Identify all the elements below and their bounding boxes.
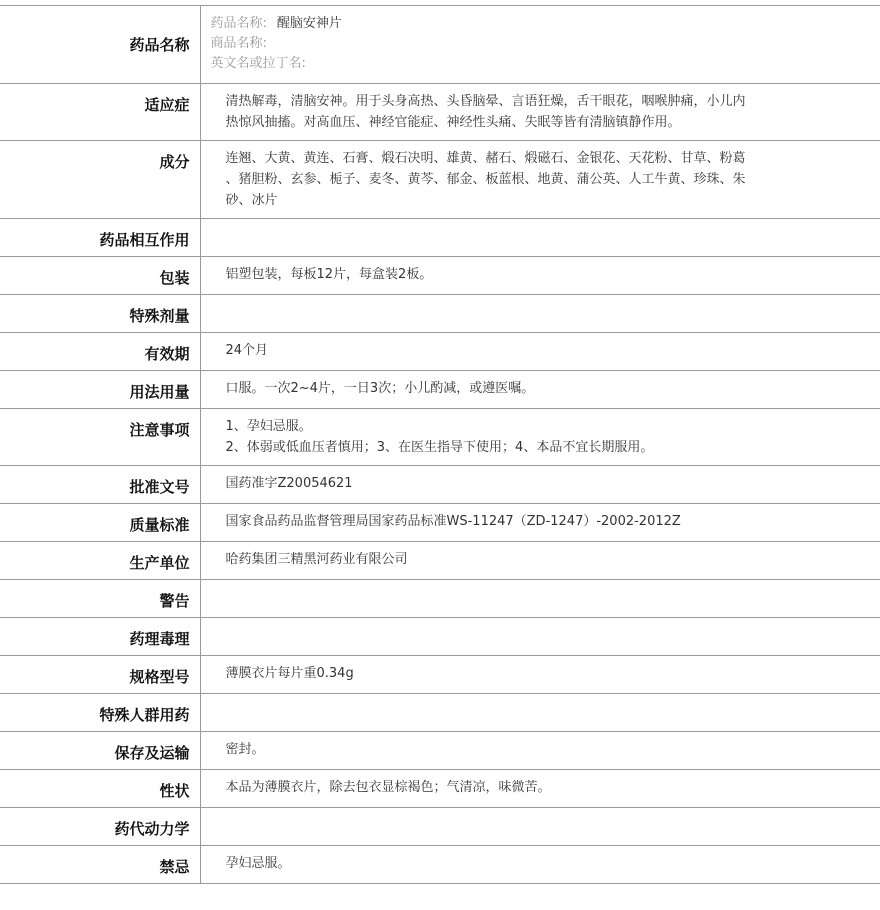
row-label: 性状 — [0, 770, 200, 808]
value-line: 清热解毒，清脑安神。用于头身高热、头昏脑晕、言语狂燥，舌干眼花，咽喉肿痛，小儿内 — [225, 94, 746, 109]
row-value — [200, 371, 880, 409]
spec-row — [0, 84, 880, 141]
row-label: 药品相互作用 — [0, 219, 200, 257]
row-value — [200, 141, 880, 219]
row-value — [200, 846, 880, 884]
spec-row — [0, 846, 880, 884]
row-label: 适应症 — [0, 84, 200, 141]
spec-row — [0, 466, 880, 504]
english-name-line — [211, 54, 871, 74]
value-line: 24个月 — [225, 343, 269, 358]
row-label: 警告 — [0, 580, 200, 618]
value-line: 铝塑包装，每板12片，每盒装2板。 — [225, 267, 433, 282]
value-line: 连翘、大黄、黄连、石膏、煅石决明、雄黄、赭石、煅磁石、金银花、天花粉、甘草、粉葛 — [225, 151, 746, 166]
value-line: 密封。 — [225, 742, 265, 757]
value-line: 本品为薄膜衣片，除去包衣显棕褐色；气清凉，味微苦。 — [225, 780, 551, 795]
trade-name-line — [211, 34, 871, 54]
value-line: 砂、冰片 — [225, 193, 278, 208]
row-label: 禁忌 — [0, 846, 200, 884]
row-label: 有效期 — [0, 333, 200, 371]
value-line: 口服。一次2~4片，一日3次；小儿酌减，或遵医嘱。 — [225, 381, 535, 396]
value-line: 2、体弱或低血压者慎用；3、在医生指导下使用；4、本品不宜长期服用。 — [225, 440, 654, 455]
row-label: 药代动力学 — [0, 808, 200, 846]
row-label: 药理毒理 — [0, 618, 200, 656]
spec-row — [0, 219, 880, 257]
spec-row — [0, 295, 880, 333]
row-label: 用法用量 — [0, 371, 200, 409]
value-line: 哈药集团三精黑河药业有限公司 — [225, 552, 408, 567]
row-value — [200, 466, 880, 504]
row-label: 规格型号 — [0, 656, 200, 694]
row-value — [200, 656, 880, 694]
row-value — [200, 732, 880, 770]
row-label: 保存及运输 — [0, 732, 200, 770]
spec-row — [0, 409, 880, 466]
spec-row — [0, 732, 880, 770]
row-label: 生产单位 — [0, 542, 200, 580]
row-label: 批准文号 — [0, 466, 200, 504]
row-value — [200, 808, 880, 846]
spec-row — [0, 141, 880, 219]
row-label: 成分 — [0, 141, 200, 219]
trade-name-key: 商品名称: — [210, 36, 267, 51]
row-label: 质量标准 — [0, 504, 200, 542]
row-label: 特殊剂量 — [0, 295, 200, 333]
row-value — [200, 257, 880, 295]
spec-row — [0, 371, 880, 409]
value-line: 国家食品药品监督管理局国家药品标准WS-11247（ZD-1247）-2002-2012Z — [225, 514, 681, 529]
row-label: 药品名称 — [0, 6, 200, 84]
row-value — [200, 295, 880, 333]
row-label: 注意事项 — [0, 409, 200, 466]
generic-name-key: 药品名称: — [210, 16, 267, 31]
row-value — [200, 84, 880, 141]
row-value — [200, 618, 880, 656]
spec-row — [0, 333, 880, 371]
value-line: 热惊风抽搐。对高血压、神经官能症、神经性头痛、失眠等皆有清脑镇静作用。 — [225, 115, 681, 130]
english-name-key: 英文名或拉丁名: — [210, 56, 306, 71]
spec-row — [0, 808, 880, 846]
row-label: 特殊人群用药 — [0, 694, 200, 732]
value-line: 薄膜衣片每片重0.34g — [225, 666, 354, 681]
spec-row — [0, 504, 880, 542]
value-line: 、猪胆粉、玄参、栀子、麦冬、黄芩、郁金、板蓝根、地黄、蒲公英、人工牛黄、珍珠、朱 — [225, 172, 746, 187]
drug-spec-table — [0, 5, 880, 884]
spec-row — [0, 618, 880, 656]
row-label: 包装 — [0, 257, 200, 295]
row-value — [200, 694, 880, 732]
generic-name-value: 醒脑安神片 — [276, 16, 342, 31]
row-value — [200, 219, 880, 257]
spec-row — [0, 770, 880, 808]
spec-row — [0, 694, 880, 732]
spec-row — [0, 580, 880, 618]
value-line: 孕妇忌服。 — [225, 856, 291, 871]
generic-name-line — [211, 14, 871, 34]
row-value — [200, 409, 880, 466]
spec-row — [0, 257, 880, 295]
spec-row — [0, 542, 880, 580]
row-value — [200, 542, 880, 580]
row-value — [200, 6, 880, 84]
value-line: 国药准字Z20054621 — [225, 476, 353, 491]
drug-name-row — [0, 6, 880, 84]
row-value — [200, 580, 880, 618]
row-value — [200, 770, 880, 808]
value-line: 1、孕妇忌服。 — [225, 419, 312, 434]
row-value — [200, 504, 880, 542]
spec-row — [0, 656, 880, 694]
row-value — [200, 333, 880, 371]
